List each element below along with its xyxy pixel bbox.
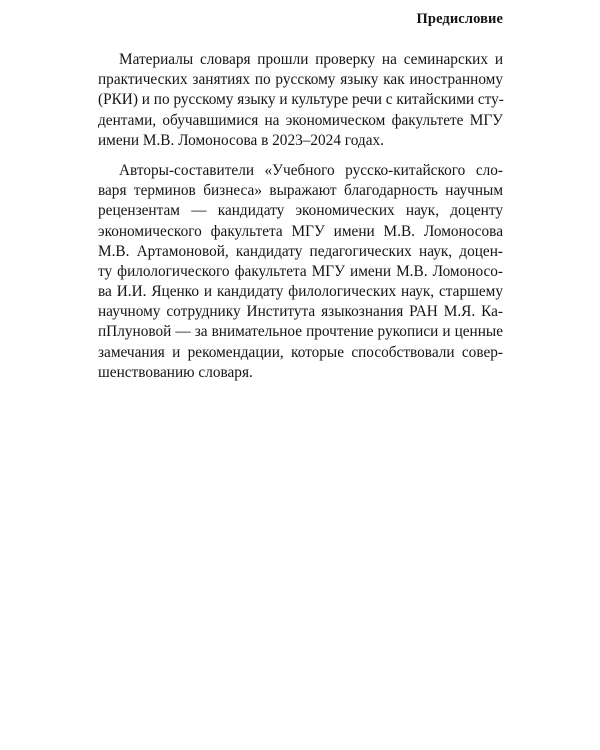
paragraph-testing bbox=[98, 50, 503, 151]
paragraph-line: (РКИ) и по русскому языку и культуре речи с китайскими сту- bbox=[98, 91, 504, 109]
paragraph-line: Авторы-составители «Учебного русско-китайского сло- bbox=[119, 161, 503, 179]
body-text bbox=[98, 50, 503, 383]
paragraph-line: дентами, обучавшимися на экономическом факультете МГУ bbox=[98, 111, 503, 129]
paragraph-spacer bbox=[98, 151, 503, 161]
paragraph-line: ту филологического факультета МГУ имени М.В. Ломоносо- bbox=[98, 262, 503, 280]
paragraph-line: Материалы словаря прошли проверку на семинарских и bbox=[119, 51, 503, 68]
paragraph-line: имени М.В. Ломоносова в 2023–2024 годах. bbox=[98, 131, 384, 149]
paragraph-line: замечания и рекомендации, которые способствовали совер- bbox=[98, 343, 503, 361]
paragraph-line: научному сотруднику Института языкознания РАН М.Я. Ка- bbox=[98, 303, 503, 321]
paragraph-line: рецензентам — кандидату экономических наук, доценту bbox=[98, 202, 503, 220]
paragraph-line: ва И.И. Яценко и кандидату филологических наук, старшему bbox=[98, 283, 503, 301]
paragraph-line: М.В. Артамоновой, кандидату педагогических наук, доцен- bbox=[98, 242, 503, 260]
paragraph-line: шенствованию словаря. bbox=[98, 363, 253, 381]
paragraph-line: пПлуновой — за внимательное прочтение рукописи и ценные bbox=[98, 323, 503, 341]
paragraph-line: экономического факультета МГУ имени М.В. Ломоносова bbox=[98, 222, 503, 240]
paragraph-acknowledgements bbox=[98, 161, 503, 383]
paragraph-line: практических занятиях по русскому языку как иностранному bbox=[98, 71, 503, 89]
paragraph-line: варя терминов бизнеса» выражают благодарность научным bbox=[98, 182, 503, 200]
running-header-title: Предисловие bbox=[416, 11, 503, 27]
